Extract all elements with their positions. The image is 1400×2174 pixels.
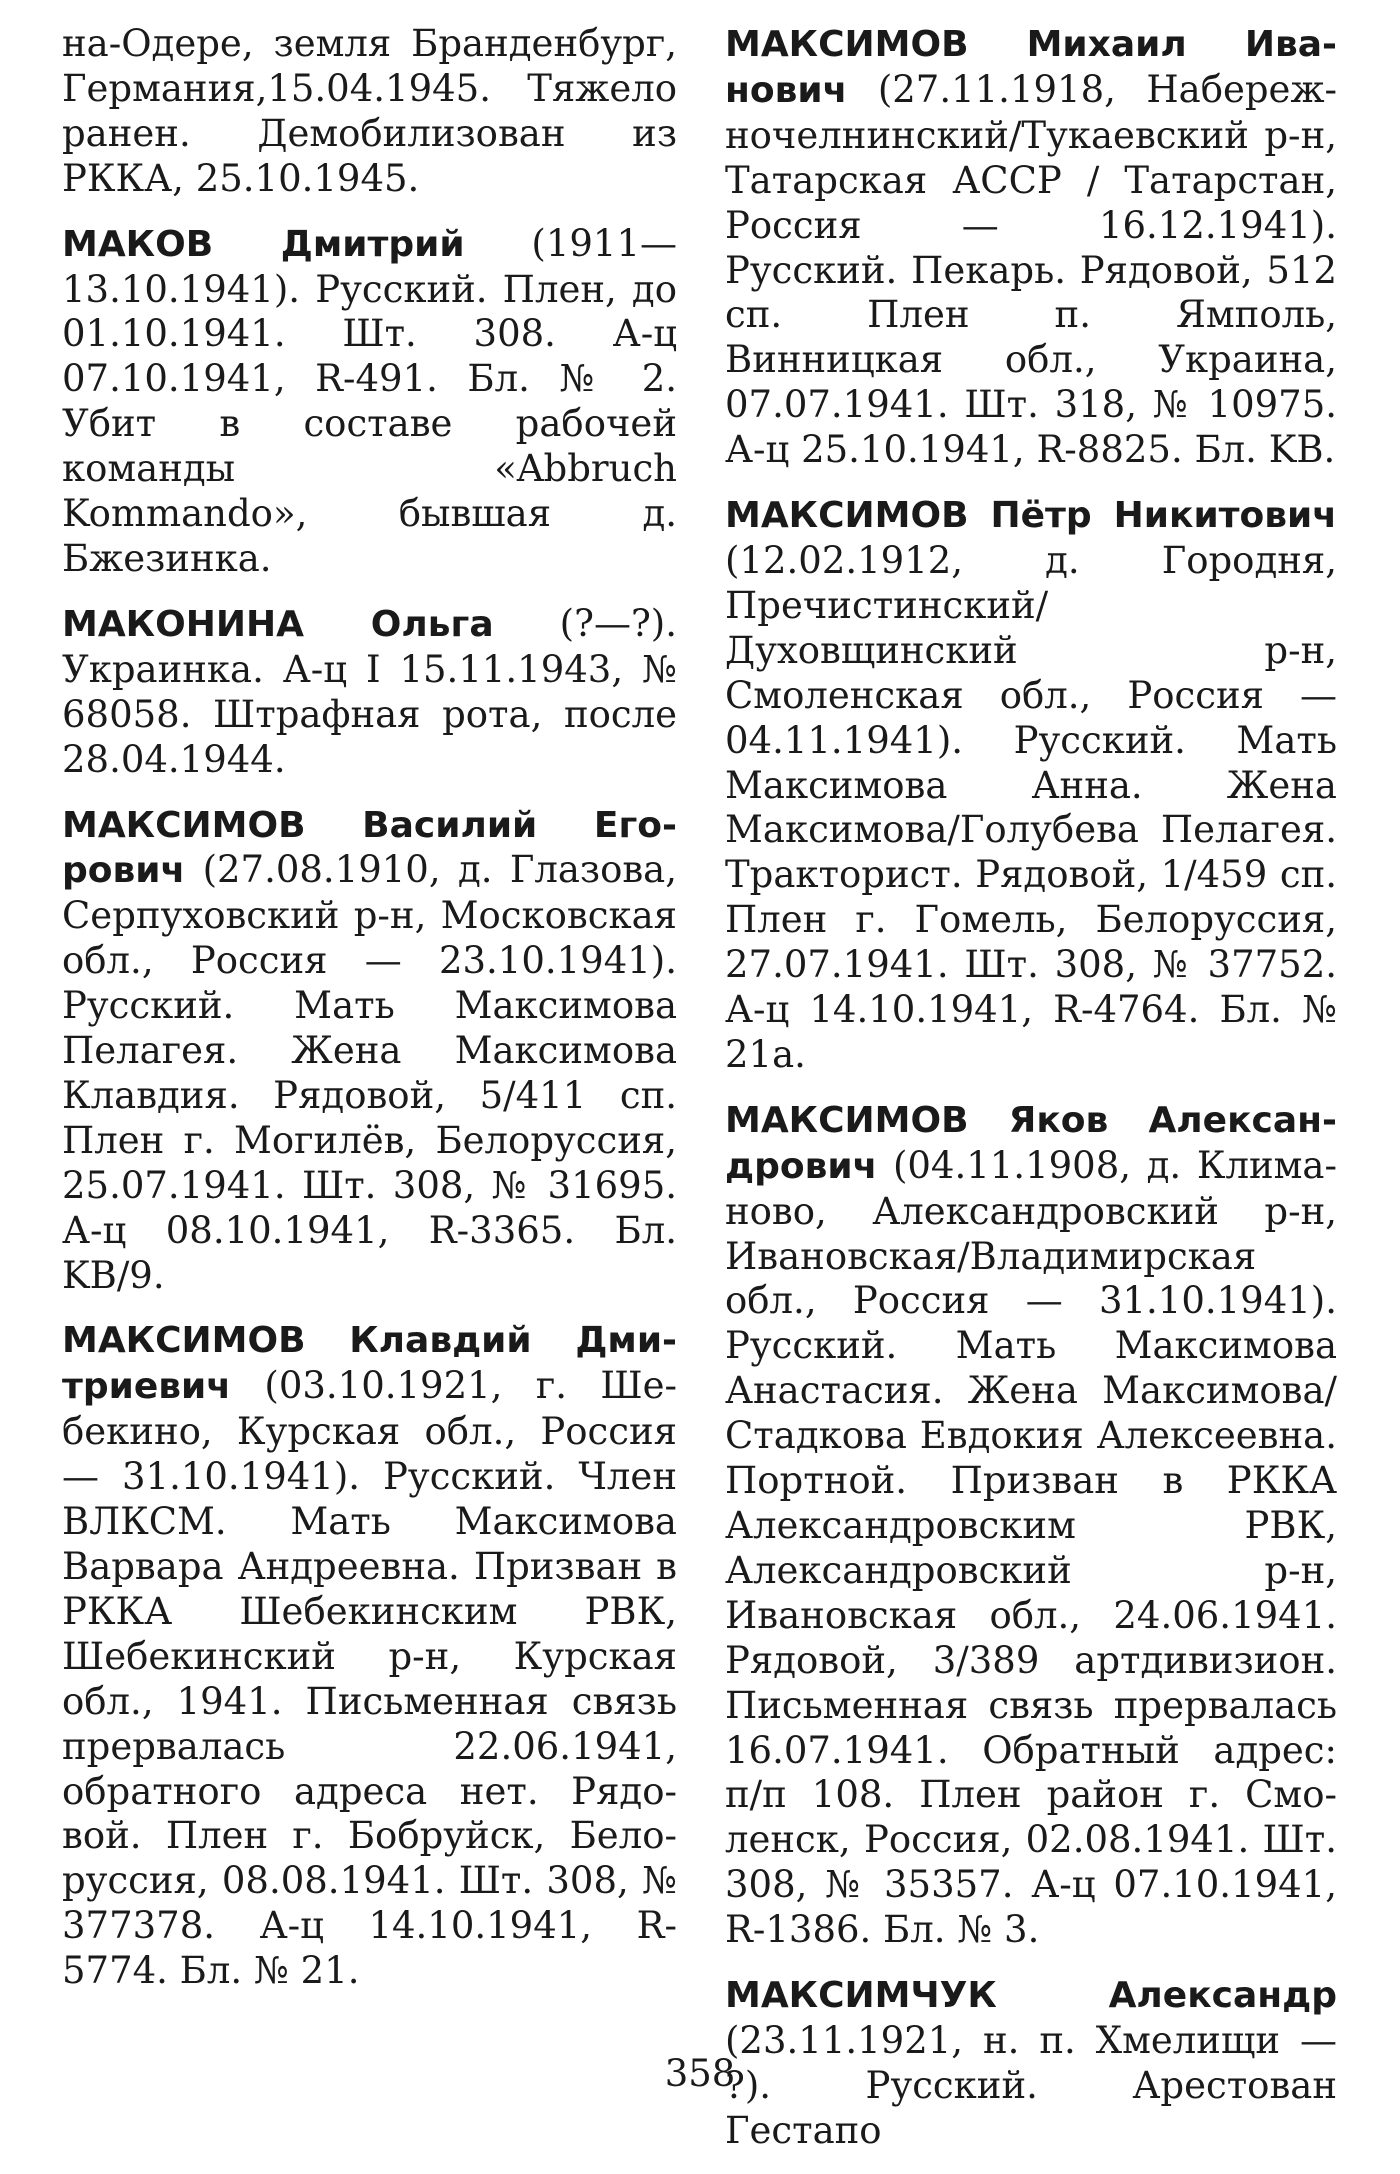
entry-maksimov-mikhail (725, 22, 1337, 473)
entry-name: МАКСИМОВ Василий Егорович (62, 804, 677, 892)
entry-maksimov-petr (725, 493, 1337, 1078)
entry-name: МАКСИМОВ Пётр Никитович (725, 495, 1337, 537)
page-number: 358 (664, 2052, 736, 2095)
entry-body: (12.02.1912, д. Городня, Пречистинский/Духовщинский р-н, Смоленская обл., Россия — 04.11.1941). Русский. Мать Максимова Анна. Жена Максимова/Голубева Пелагея. Тракторист. Рядовой, 1/459 сп. Плен г. Гомель, Белоруссия, 27.07.1941. Шт. 308, № 37752. А-ц 14.10.1941, R-4764. Бл. № 21а. (725, 538, 1337, 1076)
entry-body: (27.08.1910, д. Глазова, Серпуховский р-н, Московская обл., Россия — 23.10.1941). Русский. Мать Максимова Пелагея. Жена Максимова Клавдия. Рядовой, 5/411 сп. Плен г. Могилёв, Белоруссия, 25.07.1941. Шт. 308, № 31695. А-ц 08.10.1941, R-3365. Бл. KB/9. (62, 848, 677, 1297)
entry-body: (23.11.1921, н. п. Хмелищи — ?). Русский. Арестован Гестапо (725, 2018, 1337, 2152)
entry-body: (?—?). Украинка. А-ц I 15.11.1943, № 68058. Штрафная рота, после 28.04.1944. (62, 601, 677, 781)
entry-body: на-Одере, земля Бранденбург, Германия,15.04.1945. Тяжело ранен. Демобилизован из РККА, 25.10.1945. (62, 22, 677, 200)
entry-body: (03.10.1921, г. Шебекино, Курская обл., Россия — 31.10.1941). Русский. Член ВЛКСМ. Мать Максимова Варвара Андреевна. Призван в РККА Шебекинским РВК, Шебекинский р-н, Курская обл., 1941. Письменная связь прервалась 22.06.1941, обратного адреса нет. Рядовой. Плен г. Бобруйск, Белоруссия, 08.08.1941. Шт. 308, № 377378. А-ц 14.10.1941, R-5774. Бл. № 21. (62, 1364, 677, 1993)
entry-maksimov-klavdiy (62, 1318, 677, 1994)
entry-name: МАКСИМОВ Михаил Иванович (725, 24, 1337, 111)
entry-body: (27.11.1918, Набережночелнинский/Тукаевский р-н, Татарская АССР / Татарстан, Россия — 16.12.1941). Русский. Пекарь. Рядовой, 512 сп. Плен п. Ямполь, Винницкая обл., Украина, 07.07.1941. Шт. 318, № 10975. А-ц 25.10.1941, R-8825. Бл. KB. (725, 67, 1337, 472)
entry-makonina-olga (62, 602, 677, 783)
left-column (62, 22, 677, 2014)
entry-maksimov-yakov (725, 1098, 1337, 1953)
entry-name: МАКОНИНА Ольга (62, 603, 494, 645)
entry-maksimov-vasiliy (62, 803, 677, 1299)
right-column (725, 22, 1337, 2174)
entry-name: МАКОВ Дмитрий (62, 223, 465, 265)
entry-name: МАКСИМОВ Клавдий Дмитриевич (62, 1320, 677, 1408)
entry-name: МАКСИМЧУК Александр (725, 1975, 1337, 2017)
entry-body: (04.11.1908, д. Климаново, Александровский р-н, Ивановская/Владимирская обл., Россия — 31.10.1941). Русский. Мать Максимова Анастасия. Жена Максимова/Стадкова Евдокия Алексеевна. Портной. Призван в РККА Александровским РВК, Александровский р-н, Ивановская обл., 24.06.1941. Рядовой, 3/389 артдивизион. Письменная связь прервалась 16.07.1941. Обратный адрес: п/п 108. Плен район г. Смоленск, Россия, 02.08.1941. Шт. 308, № 35357. А-ц 07.10.1941, R-1386. Бл. № 3. (725, 1143, 1337, 1952)
entry-body: (1911—13.10.1941). Русский. Плен, до 01.10.1941. Шт. 308. А-ц 07.10.1941, R-491. Бл. № 2. Убит в составе рабочей команды «Abbruch Kommando», бывшая д. Бжезинка. (62, 221, 677, 580)
entry-continuation (62, 22, 677, 202)
entry-name: МАКСИМОВ Яков Александрович (725, 1099, 1337, 1187)
entry-makov-dmitriy (62, 222, 677, 582)
